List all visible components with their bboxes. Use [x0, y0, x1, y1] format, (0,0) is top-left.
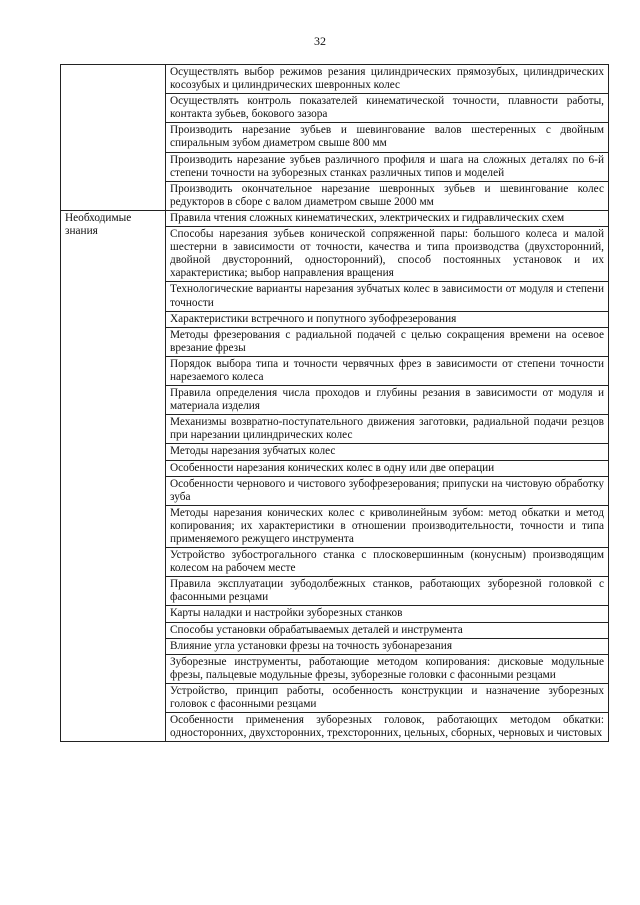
table-row	[61, 210, 609, 226]
skill-item: Производить окончательное нарезание шевронных зубьев и шевингование колес редукторов в сборе с валом диаметром свыше 2000 мм	[166, 181, 609, 210]
knowledge-item: Характеристики встречного и попутного зубофрезерования	[166, 311, 609, 327]
knowledge-item: Технологические варианты нарезания зубчатых колес в зависимости от модуля и степени точности	[166, 282, 609, 311]
knowledge-item: Методы нарезания конических колес с криволинейным зубом: метод обкатки и метод копирования; их характеристики в отношении производительности, точности и типа применяемого режущего инструмента	[166, 505, 609, 547]
table-row	[61, 65, 609, 94]
skill-item: Осуществлять контроль показателей кинематической точности, плавности работы, контакта зубьев, бокового зазора	[166, 94, 609, 123]
knowledge-item: Порядок выбора типа и точности червячных фрез в зависимости от степени точности нарезаемого колеса	[166, 356, 609, 385]
knowledge-item: Правила чтения сложных кинематических, электрических и гидравлических схем	[166, 210, 609, 226]
knowledge-item: Способы нарезания зубьев конической сопряженной пары: большого колеса и малой шестерни в зависимости от точности, качества и типа производства (двухсторонний, двойной двусторонний, односторонний), способ постоянных установок и их характеристика; выбор направления вращения	[166, 227, 609, 282]
section-label-knowledge: Необходимые знания	[61, 210, 166, 741]
knowledge-item: Методы нарезания зубчатых колес	[166, 444, 609, 460]
knowledge-item: Правила определения числа проходов и глубины резания в зависимости от модуля и материала изделия	[166, 386, 609, 415]
section-label-previous	[61, 65, 166, 211]
knowledge-item: Механизмы возвратно-поступательного движения заготовки, радиальной подачи резцов при нарезании цилиндрических колес	[166, 415, 609, 444]
knowledge-item: Карты наладки и настройки зуборезных станков	[166, 606, 609, 622]
skill-item: Производить нарезание зубьев различного профиля и шага на сложных деталях по 6-й степени точности на зуборезных станках различных типов и моделей	[166, 152, 609, 181]
skill-item: Осуществлять выбор режимов резания цилиндрических прямозубых, цилиндрических косозубых и цилиндрических шевронных колес	[166, 65, 609, 94]
knowledge-item: Особенности применения зуборезных головок, работающих методом обкатки: односторонних, двухсторонних, трехсторонних, цельных, сборных, черновых и чистовых	[166, 713, 609, 742]
knowledge-item: Методы фрезерования с радиальной подачей с целью сокращения времени на осевое врезание фрезы	[166, 327, 609, 356]
competency-table	[60, 64, 609, 742]
table-body	[61, 65, 609, 742]
knowledge-item: Особенности чернового и чистового зубофрезерования; припуски на чистовую обработку зуба	[166, 476, 609, 505]
knowledge-item: Способы установки обрабатываемых деталей и инструмента	[166, 622, 609, 638]
knowledge-item: Особенности нарезания конических колес в одну или две операции	[166, 460, 609, 476]
knowledge-item: Устройство, принцип работы, особенность конструкции и назначение зуборезных головок с фасонными резцами	[166, 683, 609, 712]
knowledge-item: Влияние угла установки фрезы на точность зубонарезания	[166, 638, 609, 654]
skill-item: Производить нарезание зубьев и шевингование валов шестеренных с двойным спиральным зубом диаметром свыше 800 мм	[166, 123, 609, 152]
knowledge-item: Зуборезные инструменты, работающие методом копирования: дисковые модульные фрезы, пальцевые модульные фрезы, зуборезные головки с фасонными резцами	[166, 654, 609, 683]
page-number: 32	[314, 34, 326, 48]
knowledge-item: Правила эксплуатации зубодолбежных станков, работающих зуборезной головкой с фасонными резцами	[166, 577, 609, 606]
knowledge-item: Устройство зубострогального станка с плосковершинным (конусным) производящим колесом на рабочем месте	[166, 548, 609, 577]
